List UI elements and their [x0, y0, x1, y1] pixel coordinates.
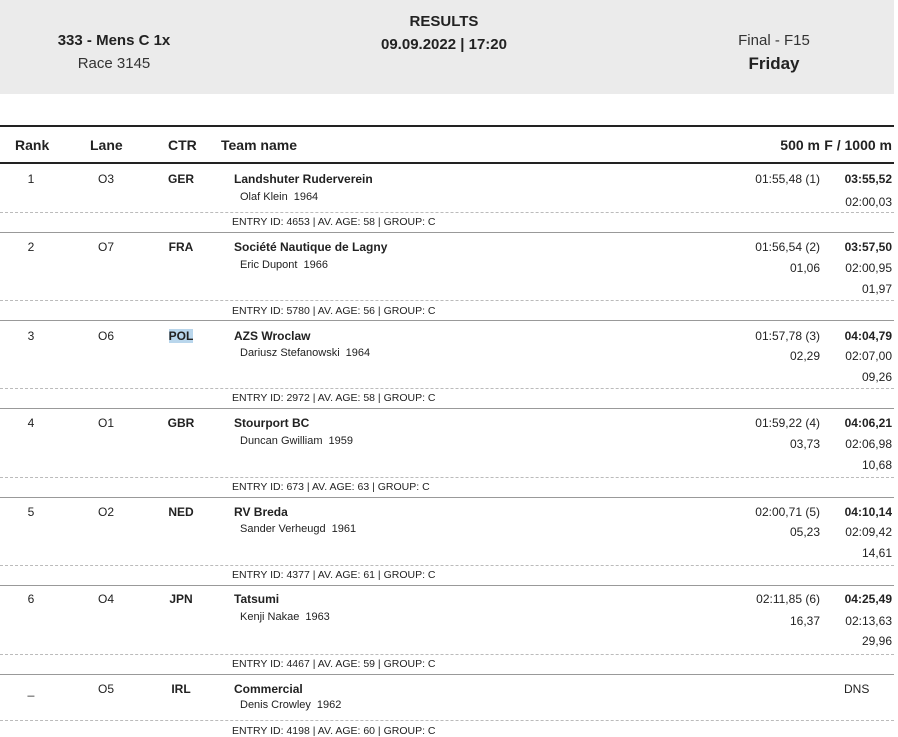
- lane-cell: O7: [97, 240, 114, 254]
- column-header-rank: Rank: [15, 137, 50, 153]
- rank-cell: 6: [27, 592, 35, 606]
- rower-name: Dariusz Stefanowski: [240, 347, 340, 359]
- entry-info: ENTRY ID: 4198 | AV. AGE: 60 | GROUP: C: [232, 725, 436, 737]
- split-500m-diff: 03,73: [789, 437, 820, 451]
- rower-name: Kenji Nakae: [240, 611, 300, 623]
- row-separator: [0, 674, 894, 675]
- race-phase-block: [674, 32, 874, 74]
- final-time: 04:04,79: [844, 329, 892, 343]
- final-status: DNS: [844, 682, 870, 696]
- column-header-final: F / 1000 m: [824, 137, 892, 153]
- lane-cell: O4: [97, 592, 114, 606]
- final-split: 02:00,95: [845, 261, 892, 275]
- rower-line: [240, 191, 318, 203]
- event-info: [0, 32, 228, 72]
- team-name: Stourport BC: [234, 416, 310, 430]
- row-divider: [0, 720, 894, 721]
- final-diff: 29,96: [861, 634, 892, 648]
- team-name: Commercial: [234, 682, 303, 696]
- entry-info: ENTRY ID: 673 | AV. AGE: 63 | GROUP: C: [232, 481, 430, 493]
- country-cell: [156, 329, 206, 343]
- final-time: 04:10,14: [844, 505, 892, 519]
- final-time: 03:57,50: [844, 240, 892, 254]
- row-divider: [0, 565, 894, 566]
- final-split: 02:00,03: [845, 195, 892, 209]
- table-header-rule: [0, 162, 894, 164]
- entry-info: ENTRY ID: 2972 | AV. AGE: 58 | GROUP: C: [232, 392, 436, 404]
- final-split: 02:09,42: [845, 525, 892, 539]
- column-header-ctr: CTR: [168, 137, 197, 153]
- row-divider: [0, 300, 894, 301]
- final-split: 02:13,63: [845, 614, 892, 628]
- country-cell: JPN: [169, 592, 193, 606]
- rank-cell: 3: [27, 329, 35, 343]
- row-divider: [0, 388, 894, 389]
- lane-cell: O5: [97, 682, 114, 696]
- rower-birth-year: 1964: [293, 191, 319, 203]
- rower-name: Olaf Klein: [240, 191, 288, 203]
- row-divider: [0, 477, 894, 478]
- final-time: 04:25,49: [844, 592, 892, 606]
- rower-name: Duncan Gwilliam: [240, 435, 323, 447]
- column-header-500m: 500 m: [780, 137, 820, 153]
- final-diff: 09,26: [861, 370, 892, 384]
- row-separator: [0, 232, 894, 233]
- rank-cell: 1: [27, 172, 35, 186]
- rower-birth-year: 1962: [316, 699, 342, 711]
- rower-line: [240, 259, 328, 271]
- team-name: Société Nautique de Lagny: [234, 240, 388, 254]
- row-separator: [0, 320, 894, 321]
- rower-line: [240, 347, 370, 359]
- final-diff: 14,61: [861, 546, 892, 560]
- lane-cell: O1: [97, 416, 114, 430]
- final-split: 02:07,00: [845, 349, 892, 363]
- rower-birth-year: 1961: [331, 523, 357, 535]
- column-header-lane: Lane: [90, 137, 123, 153]
- rower-name: Sander Verheugd: [240, 523, 326, 535]
- split-500m-diff: 02,29: [789, 349, 820, 363]
- rower-line: [240, 523, 356, 535]
- entry-info: ENTRY ID: 4467 | AV. AGE: 59 | GROUP: C: [232, 658, 436, 670]
- row-divider: [0, 654, 894, 655]
- split-500m: 02:00,71 (5): [755, 505, 820, 519]
- split-500m-diff: 05,23: [789, 525, 820, 539]
- rower-name: Denis Crowley: [240, 699, 311, 711]
- rower-line: [240, 611, 330, 623]
- split-500m: 01:59,22 (4): [755, 416, 820, 430]
- final-diff: 10,68: [861, 458, 892, 472]
- split-500m: 01:56,54 (2): [755, 240, 820, 254]
- country-cell: FRA: [168, 240, 194, 254]
- results-title-block: [344, 13, 544, 53]
- race-number: Race 3145: [77, 55, 151, 72]
- entry-info: ENTRY ID: 4377 | AV. AGE: 61 | GROUP: C: [232, 569, 436, 581]
- final-split: 02:06,98: [845, 437, 892, 451]
- country-cell: IRL: [171, 682, 191, 696]
- rower-birth-year: 1966: [303, 259, 328, 271]
- row-separator: [0, 497, 894, 498]
- lane-cell: O2: [97, 505, 114, 519]
- team-name: Landshuter Ruderverein: [234, 172, 373, 186]
- country-cell: NED: [168, 505, 194, 519]
- race-datetime: 09.09.2022 | 17:20: [381, 36, 507, 53]
- race-phase: Final - F15: [738, 32, 810, 49]
- race-day: Friday: [748, 54, 800, 73]
- lane-cell: O6: [97, 329, 114, 343]
- team-name: RV Breda: [234, 505, 288, 519]
- split-500m-diff: 16,37: [789, 614, 820, 628]
- rower-birth-year: 1964: [345, 347, 371, 359]
- country-code-selected: POL: [168, 329, 194, 343]
- rower-line: [240, 435, 353, 447]
- final-time: 04:06,21: [844, 416, 892, 430]
- rower-name: Eric Dupont: [240, 259, 298, 271]
- final-time: 03:55,52: [844, 172, 892, 186]
- row-separator: [0, 585, 894, 586]
- split-500m: 02:11,85 (6): [756, 592, 820, 606]
- rank-cell: 4: [27, 416, 35, 430]
- final-diff: 01,97: [861, 282, 892, 296]
- table-top-rule: [0, 125, 894, 127]
- lane-cell: O3: [97, 172, 114, 186]
- rower-birth-year: 1959: [328, 435, 354, 447]
- split-500m-diff: 01,06: [789, 261, 820, 275]
- entry-info: ENTRY ID: 4653 | AV. AGE: 58 | GROUP: C: [232, 216, 436, 228]
- rank-cell: 2: [27, 240, 35, 254]
- split-500m: 01:55,48 (1): [755, 172, 820, 186]
- row-separator: [0, 408, 894, 409]
- country-cell: GBR: [167, 416, 195, 430]
- rank-cell: 5: [27, 505, 35, 519]
- results-header: [0, 0, 894, 94]
- team-name: AZS Wroclaw: [234, 329, 311, 343]
- team-name: Tatsumi: [234, 592, 280, 606]
- rower-birth-year: 1963: [305, 611, 330, 623]
- rower-line: [240, 699, 341, 711]
- page-title: RESULTS: [409, 13, 479, 30]
- row-divider: [0, 212, 894, 213]
- entry-info: ENTRY ID: 5780 | AV. AGE: 56 | GROUP: C: [232, 305, 436, 317]
- country-cell: GER: [167, 172, 194, 186]
- rank-cell: _: [27, 683, 35, 697]
- event-name: 333 - Mens C 1x: [57, 32, 171, 49]
- column-header-team: Team name: [221, 137, 297, 153]
- split-500m: 01:57,78 (3): [755, 329, 820, 343]
